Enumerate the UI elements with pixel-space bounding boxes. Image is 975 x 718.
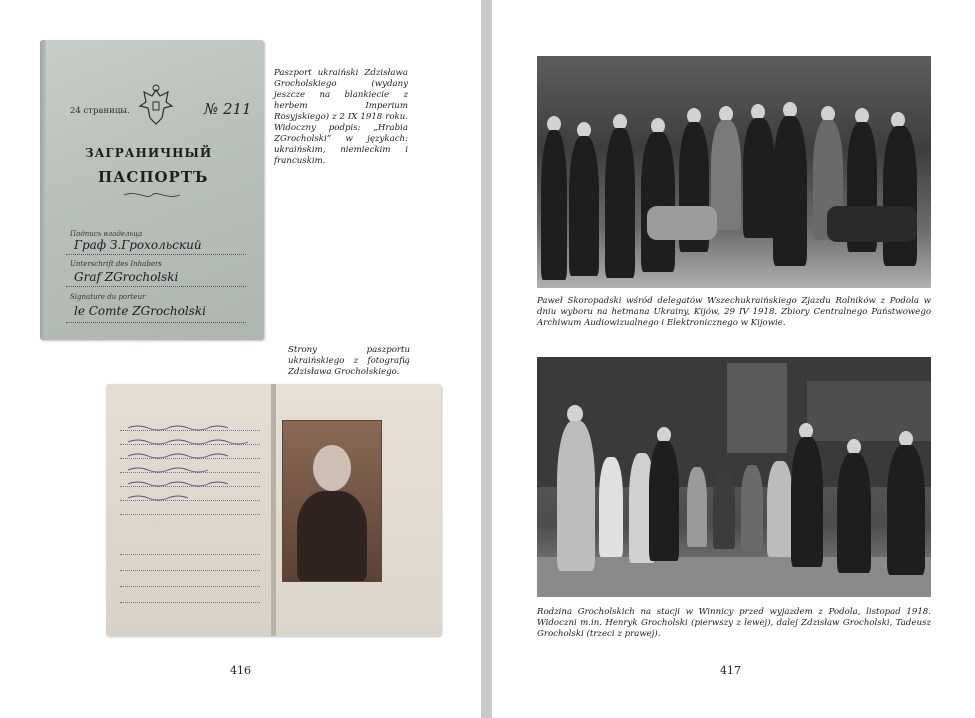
left-page [0,0,481,718]
handwriting-scribble-icon [124,422,264,522]
person-figure [641,132,675,272]
wagon-windows [807,381,931,441]
passport-open-pages-image [106,384,441,636]
portrait-head [313,445,351,491]
cover-passport-number: № 211 [204,100,252,118]
page-number-left: 416 [230,664,251,677]
passport-spine [271,384,276,636]
person-figure [599,457,623,557]
passport-cover-image [40,40,264,340]
cover-sig-line-3 [66,322,246,323]
cover-fold [40,40,46,340]
form-line [120,554,260,555]
portrait-photo [282,420,382,582]
child-figure [767,461,793,557]
cover-title-line1: ЗАГРАНИЧНЫЙ [85,146,213,160]
cover-signature-de: Graf ZGrocholski [74,270,179,284]
person-figure [791,437,823,567]
cover-sig-label-ru: Подпись владельца [70,230,143,238]
child-figure [741,465,763,551]
cover-sig-label-fr: Signature du porteur [70,293,146,301]
delegates-group-photo [537,56,931,288]
form-line [120,570,260,571]
ornament-icon [122,190,182,200]
cover-signature-ru: Граф З.Грохольский [74,238,202,252]
form-line [120,586,260,587]
person-figure [569,136,599,276]
caption-station-photo: Rodzina Grocholskich na stacji w Winnicy przed wyjazdem z Podola, listopad 1918. Widoczni m.in. Henryk Grocholski (pierwszy z lewej), dalej Zdzisław Grocholski, Tadeusz Grocholski (trzeci z prawej). [537,607,931,639]
caption-delegates-photo: Paweł Skoropadski wśród delegatów Wszechukraińskiego Zjazdu Rolników z Podola w dniu wyboru na hetmana Ukrainy, Kijów, 29 IV 1918. Zbiory Centralnego Państwowego Archiwum Audiowizualnego i Elektronicznego w Kijowie. [537,296,931,328]
person-figure [557,421,595,571]
person-figure [743,118,775,238]
double-eagle-emblem-icon [136,84,176,128]
person-figure [837,453,871,573]
wagon-door [727,363,787,453]
person-figure [649,441,679,561]
page-number-right: 417 [720,664,741,677]
cover-sig-line-2 [66,286,246,287]
person-reclining [827,206,917,242]
caption-passport-open: Strony paszportu ukraińskiego z fotografią Zdzisława Grocholskiego. [288,345,410,377]
caption-passport-cover: Paszport ukraiński Zdzisława Grocholskiego (wydany jeszcze na blankiecie z herbem Imperium Rosyjskiego) z 2 IX 1918 roku. Widoczny podpis: „Hrabia ZGrocholski” w językach: ukraińskim, niemieckim i francuskim. [274,68,408,166]
person-figure [605,128,635,278]
person-figure [541,130,567,280]
cover-sig-label-de: Unterschrift des Inhabers [70,260,162,268]
cover-sig-line-1 [66,254,246,255]
book-gutter [481,0,492,718]
person-reclining [647,206,717,240]
portrait-body [297,491,367,581]
cover-title-line2: ПАСПОРТЪ [98,168,209,186]
station-family-photo [537,357,931,597]
platform [537,557,931,597]
cover-signature-fr: le Comte ZGrocholski [74,304,206,318]
cover-pages-label: 24 страницы. [70,106,130,116]
person-figure [773,116,807,266]
child-figure [713,469,735,549]
person-figure [883,126,917,266]
person-figure [887,445,925,575]
form-line [120,602,260,603]
child-figure [687,467,707,547]
